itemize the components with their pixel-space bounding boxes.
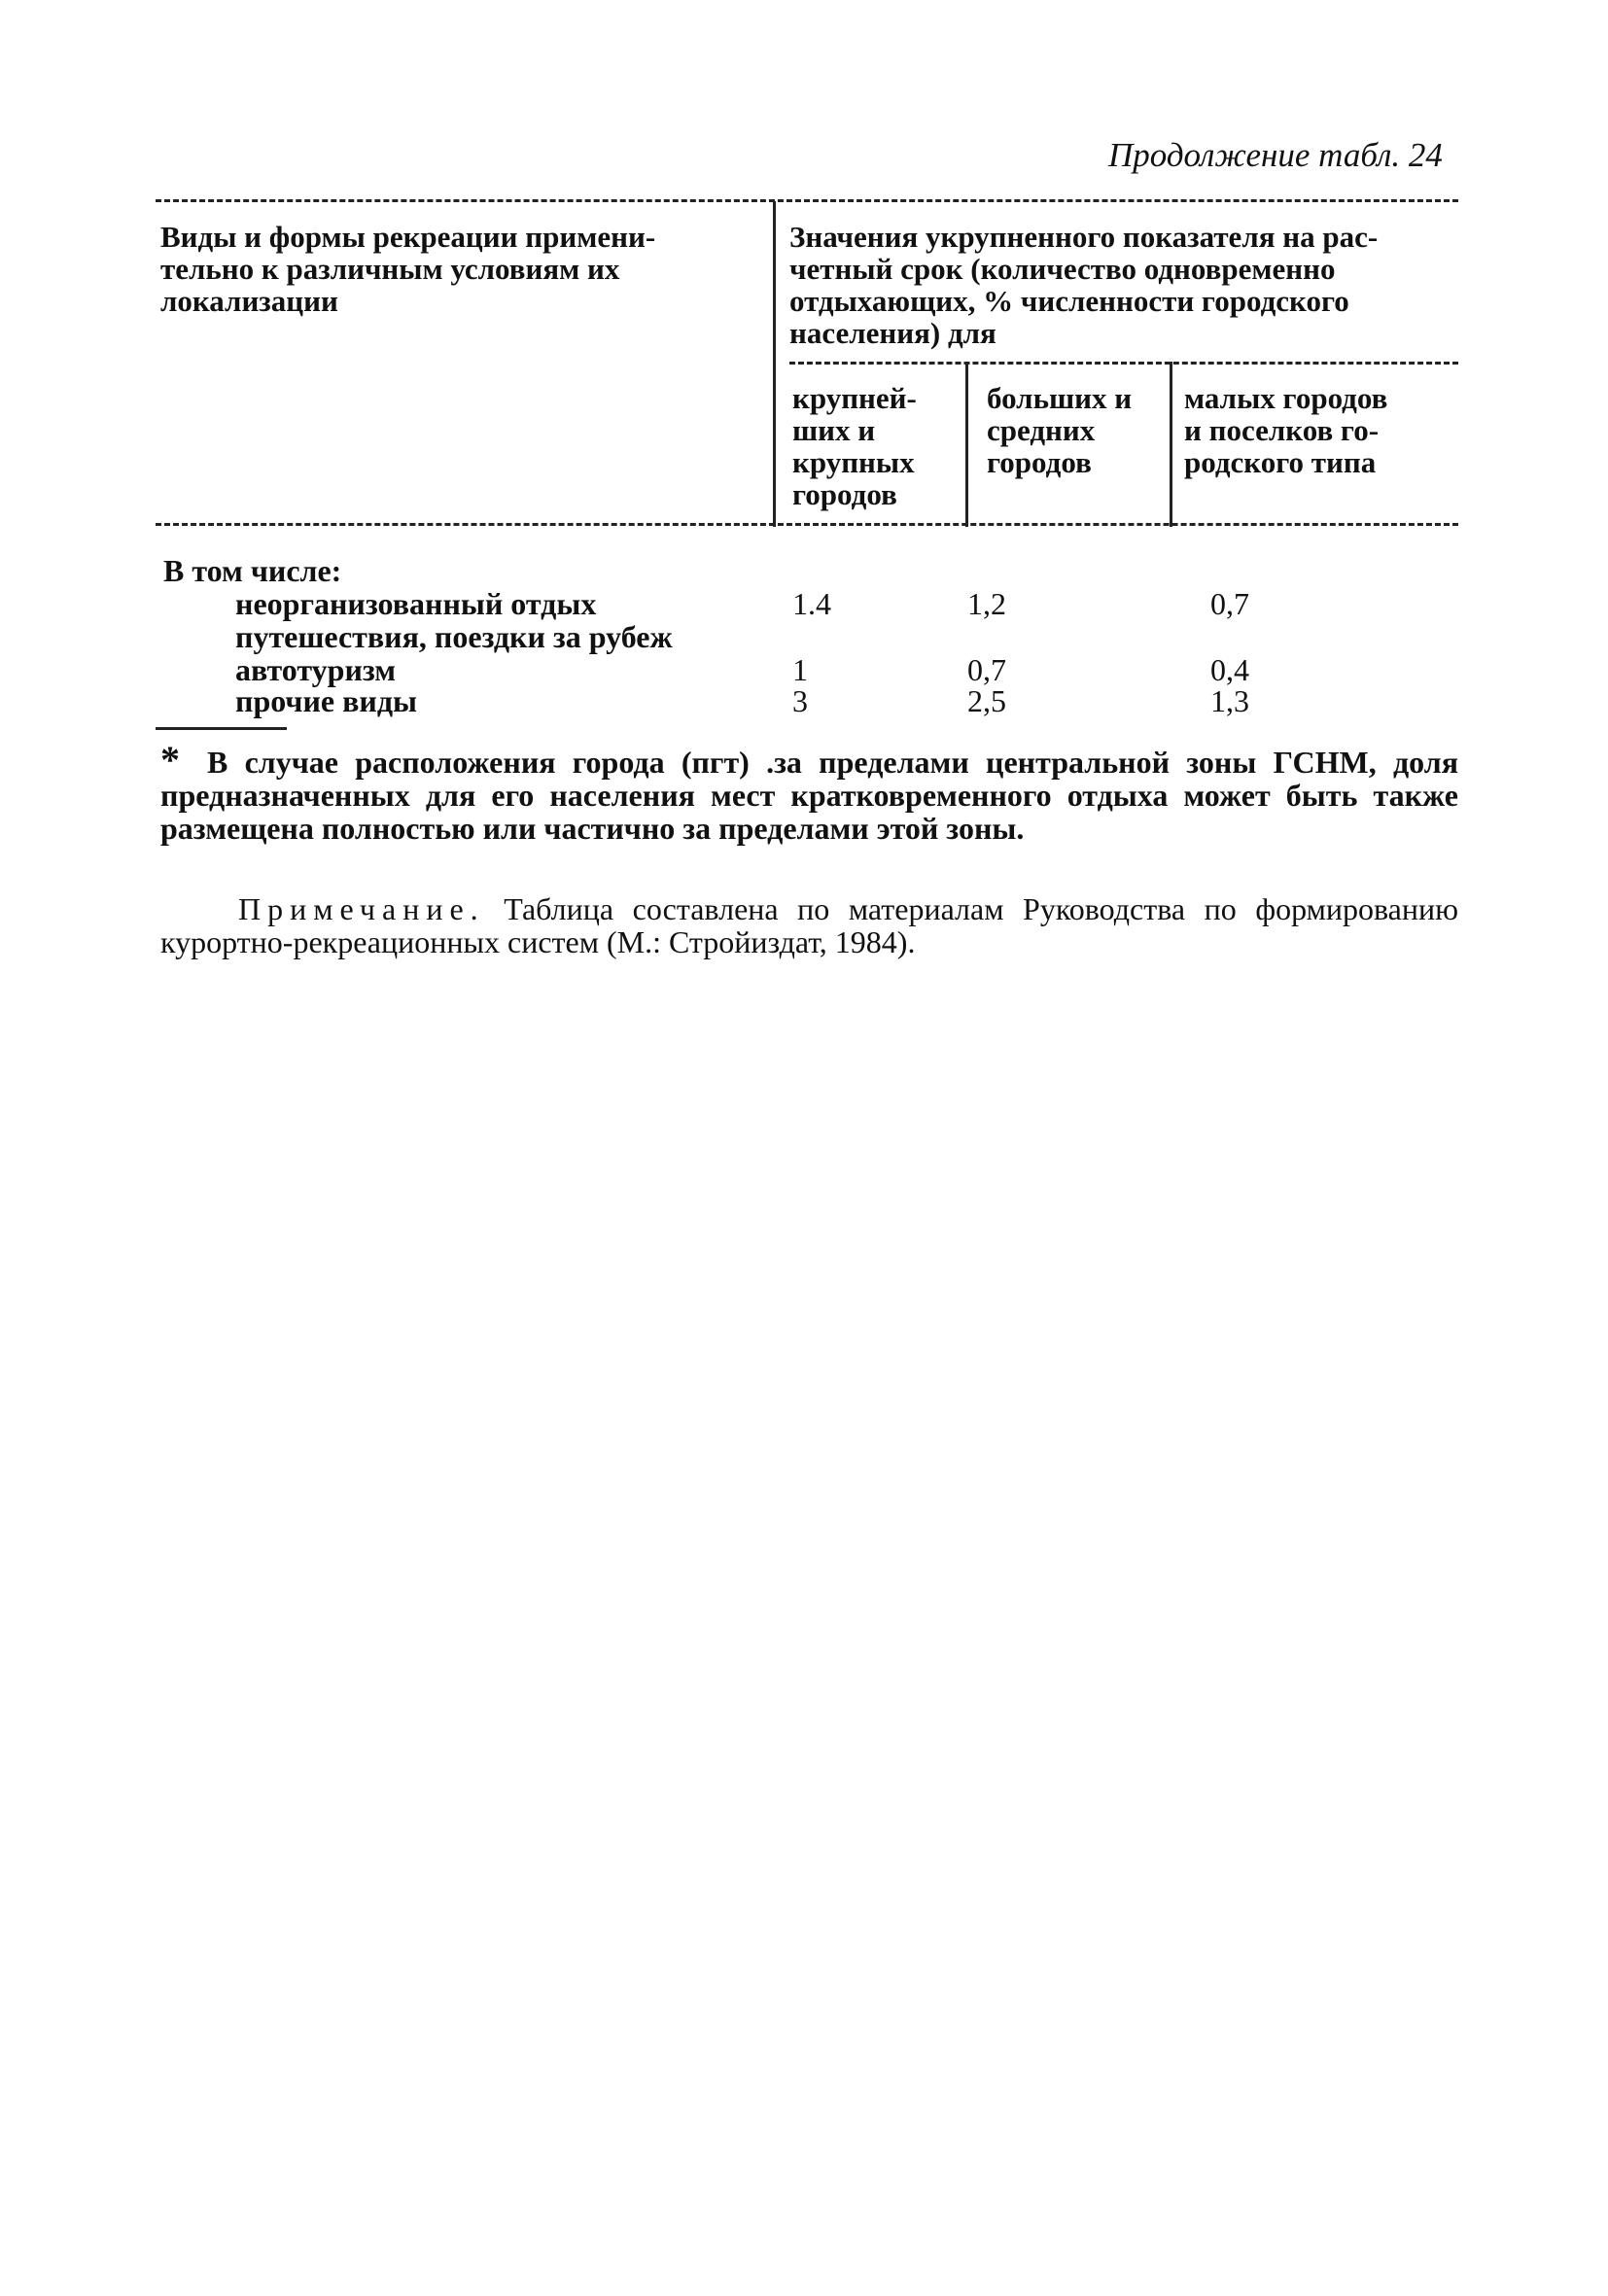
row-value-small: 1,3 xyxy=(1210,683,1249,718)
footnote-text: В случае расположения города (пгт) .за пределами центральной зоны ГСНМ, доля предназначенных для его населения мест кратковременного отдыха может быть также размещена полностью или частично за пределами этой зоны. xyxy=(160,745,1458,846)
row-value-largest: 1 xyxy=(792,652,808,687)
row-value-large-medium: 2,5 xyxy=(967,683,1006,718)
subheader-largest-cities: крупней- ших и крупных городов xyxy=(792,381,917,511)
row-value-small: 0,4 xyxy=(1210,652,1249,687)
column-divider-sub-2 xyxy=(1170,362,1172,527)
note-label: Примечание. xyxy=(238,891,485,926)
column-divider-sub-1 xyxy=(965,362,968,527)
header-bottom-rule xyxy=(156,523,1458,526)
subheader-large-medium-cities: больших и средних городов xyxy=(987,381,1133,479)
footnote xyxy=(160,738,1458,846)
footnote-mark: * xyxy=(160,738,180,782)
column-divider-main xyxy=(773,201,776,527)
group-label: В том числе: xyxy=(163,553,342,588)
row-label: неорганизованный отдых xyxy=(235,586,597,621)
subheader-small-towns: малых городов и поселков го- родского типа xyxy=(1184,381,1388,479)
row-label: автотуризм xyxy=(235,652,397,687)
row-value-large-medium: 1,2 xyxy=(967,586,1006,621)
row-value-largest: 1.4 xyxy=(792,586,831,621)
row-value-small: 0,7 xyxy=(1210,586,1249,621)
note-text: Таблица составлена по материалам Руководства по формированию курортно-рекреационных систем (М.: Стройиздат, 1984). xyxy=(160,891,1458,959)
table-top-rule xyxy=(156,199,1458,202)
row-value-large-medium: 0,7 xyxy=(967,652,1006,687)
row-label: путешествия, поездки за рубеж xyxy=(235,619,673,654)
row-value-largest: 3 xyxy=(792,683,808,718)
header-left-cell: Виды и формы рекреации примени- тельно к различным условиям их локализации xyxy=(160,220,656,318)
header-main-cell: Значения укрупненного показателя на рас- четный срок (количество одновременно отдыхающих, % численности городского населения) для xyxy=(789,220,1379,350)
subheader-rule xyxy=(789,362,1458,365)
footnote-separator xyxy=(156,727,287,730)
row-label: прочие виды xyxy=(235,683,417,718)
table-caption: Продолжение табл. 24 xyxy=(1108,136,1443,174)
note xyxy=(160,892,1458,958)
